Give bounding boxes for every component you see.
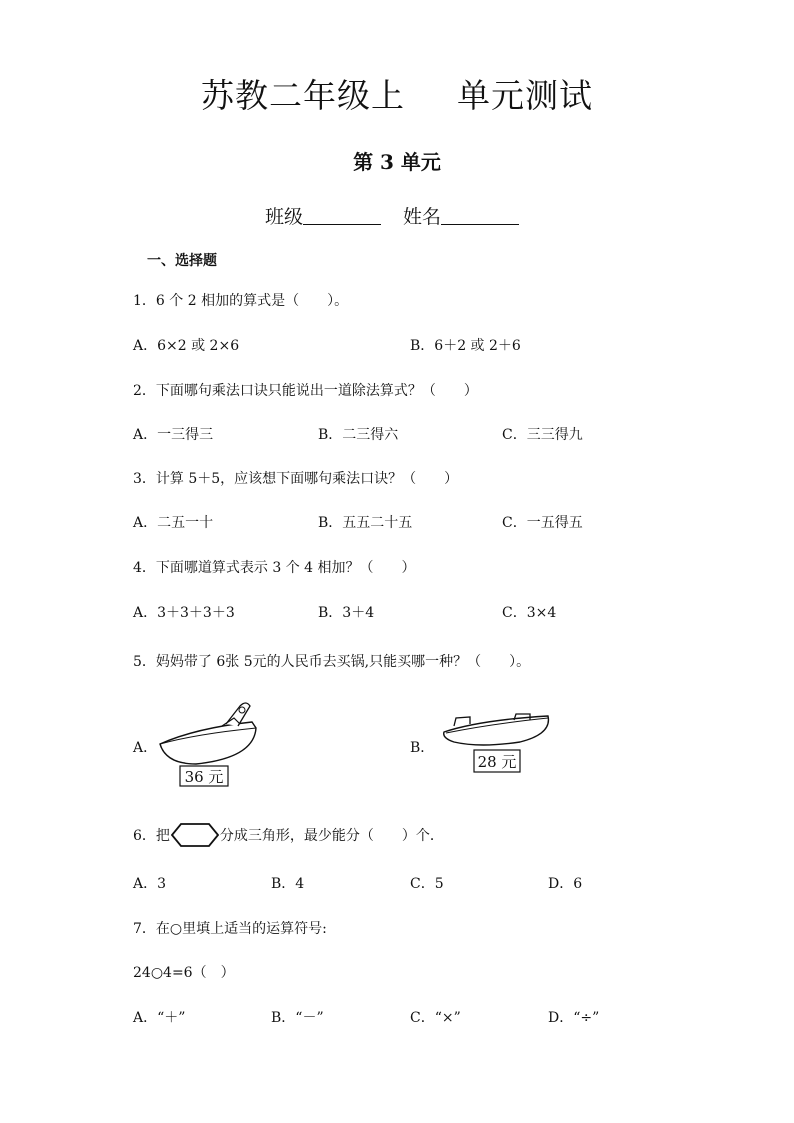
q7-option-d[interactable]: D．“÷” (548, 1010, 600, 1026)
q7-option-a[interactable]: A．“＋” (133, 1010, 186, 1026)
q3-option-b[interactable]: B．五五二十五 (318, 515, 413, 531)
price-tag-a: 36 元 (184, 768, 224, 786)
title-left: 苏教二年级上 (201, 76, 405, 115)
q6-option-c[interactable]: C．5 (410, 876, 444, 892)
q4-option-a[interactable]: A．3＋3＋3＋3 (133, 605, 235, 621)
q2-option-c[interactable]: C．三三得九 (502, 427, 583, 443)
q1-option-b[interactable]: B．6＋2 或 2＋6 (410, 338, 521, 354)
unit-subtitle: 第 3 单元 (353, 150, 441, 174)
q6-option-a[interactable]: A．3 (133, 876, 167, 892)
q2-option-a[interactable]: A．一三得三 (133, 427, 214, 443)
q3-option-c[interactable]: C．一五得五 (502, 515, 583, 531)
wok-b-icon[interactable] (440, 708, 555, 778)
q7-expression: 24○4=6（ ） (133, 965, 235, 981)
class-label: 班级 (265, 206, 304, 228)
q5-option-a[interactable]: A． (133, 740, 158, 756)
q6-option-d[interactable]: D．6 (548, 876, 583, 892)
question-6 (133, 823, 444, 847)
wok-a-icon[interactable] (156, 698, 291, 790)
q7-option-b[interactable]: B．“－” (271, 1010, 324, 1026)
price-tag-b: 28 元 (477, 753, 517, 771)
class-blank[interactable] (303, 206, 381, 225)
question-3: 3．计算 5＋5，应该想下面哪句乘法口诀？（ ） (133, 471, 459, 487)
page-title (0, 70, 794, 117)
student-info (265, 202, 519, 229)
question-5: 5．妈妈带了 6张 5元的人民币去买锅,只能买哪一种？（ ）。 (133, 654, 531, 670)
question-1: 1．6 个 2 相加的算式是（ ）。 (133, 293, 349, 309)
q4-option-b[interactable]: B．3＋4 (318, 605, 375, 621)
q5-option-b[interactable]: B． (410, 740, 435, 756)
name-label: 姓名 (403, 206, 442, 228)
q2-option-b[interactable]: B．二三得六 (318, 427, 399, 443)
section-heading: 一、选择题 (147, 253, 217, 269)
q4-option-c[interactable]: C．3×4 (502, 605, 557, 621)
q7-option-c[interactable]: C．“×” (410, 1010, 461, 1026)
title-right: 单元测试 (457, 76, 593, 115)
name-blank[interactable] (441, 206, 519, 225)
q3-option-a[interactable]: A．二五一十 (133, 515, 214, 531)
q6-text-before: 6．把 (133, 828, 170, 844)
question-4: 4．下面哪道算式表示 3 个 4 相加？（ ） (133, 560, 416, 576)
q1-option-a[interactable]: A．6×2 或 2×6 (133, 338, 240, 354)
hexagon-icon (171, 823, 219, 847)
q6-text-after: 分成三角形，最少能分（ ）个． (219, 828, 444, 844)
q6-option-b[interactable]: B．4 (271, 876, 305, 892)
question-2: 2．下面哪句乘法口诀只能说出一道除法算式？（ ） (133, 383, 478, 399)
question-7: 7．在○里填上适当的运算符号: (133, 921, 327, 937)
